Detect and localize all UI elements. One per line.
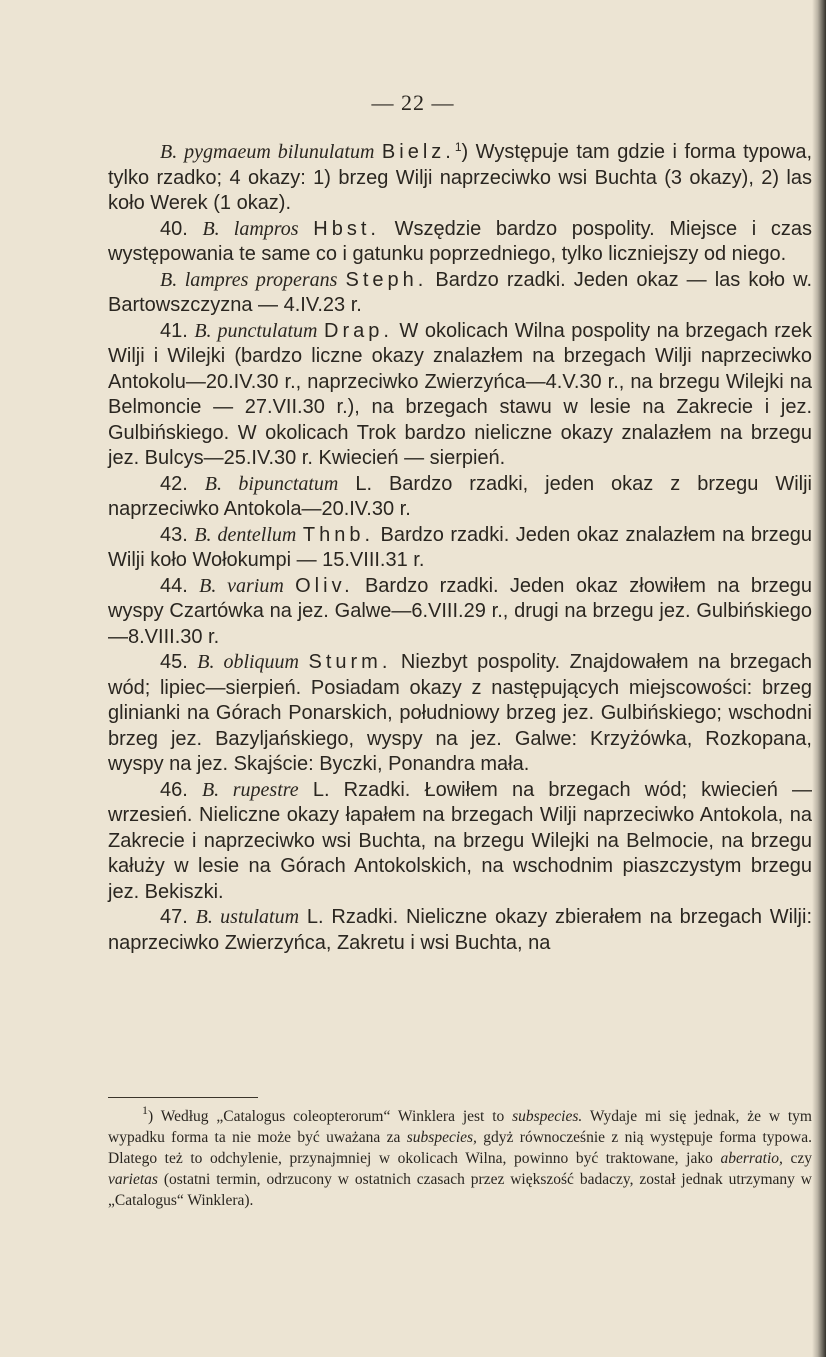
footnote-rule (108, 1097, 258, 1098)
text-run: 45. (160, 651, 198, 673)
author-name: Oliv. (295, 574, 354, 597)
paragraph (108, 523, 812, 574)
text-run (299, 651, 309, 673)
paragraph (108, 778, 812, 906)
text-run: 40. (160, 217, 203, 240)
text-run: (ostatni termin, odrzucony w ostatnich czasach przez większość badaczy, został jednak utrzymany w „Catalogus“ Winklera). (108, 1171, 812, 1209)
text-run: czy (782, 1150, 812, 1167)
text-run: Bardzo rzadki. Jeden okaz złowiłem na brzegu wyspy Czartówka na jez. Galwe—6.VIII.29 r., drugi na brzegu jez. Gulbińskiego—8.VIII.30 r. (108, 574, 812, 648)
species-name: aberratio, (720, 1150, 783, 1167)
page-number: — 22 — (371, 90, 455, 115)
scan-edge-shadow (812, 0, 826, 1357)
species-name: B. obliquum (197, 651, 299, 673)
text-run: Wszędzie bardzo pospolity. Miejsce i czas występowania te same co i gatunku poprzedniego, tylko liczniejszy od niego. (108, 217, 813, 265)
text-run: L. Rzadki. Nieliczne okazy zbierałem na brzegach Wilji: naprzeciwko Zwierzyńca, Zakretu i wsi Buchta, na (108, 906, 813, 954)
species-name: B. lampres properans (160, 268, 338, 291)
species-name: subspecies, (406, 1129, 477, 1146)
text-run: Bardzo rzadki. Jeden okaz — las koło w. Bartowszczyzna — 4.IV.23 r. (108, 268, 813, 316)
paragraph (108, 217, 812, 268)
text-run: ) Występuje tam gdzie i forma typowa, tylko rzadko; 4 okazy: 1) brzeg Wilji naprzeciwko wsi Buchta (3 okazy), 2) las koło Werek (1 okaz). (108, 141, 812, 214)
paragraph (108, 319, 812, 472)
text-run: Bardzo rzadki. Jeden okaz znalazłem na brzegu Wilji koło Wołokumpi — 15.VIII.31 r. (108, 523, 812, 571)
text-run (284, 575, 295, 597)
species-name: varietas (108, 1171, 158, 1188)
footnote-marker: 1 (142, 1103, 148, 1117)
body-text (108, 140, 812, 956)
footnote (108, 1103, 812, 1211)
text-run: L. Rzadki. Łowiłem na brzegach wód; kwiecień — wrzesień. Nieliczne okazy łapałem na brzegach Wilji naprzeciwko Antokola, na Zakrecie i naprzeciwko wsi Buchta, na brzegu Wilejki na Belmocie, na brzegu kałuży w lesie na Górach Antokolskich, na wschodnim piaszczystym brzegu jez. Bekiszki. (108, 778, 813, 903)
species-name: B. bipunctatum (204, 472, 339, 495)
species-name: B. ustulatum (195, 906, 300, 928)
paragraph (108, 650, 812, 778)
text-run: 47. (160, 906, 196, 928)
text-run: gdyż równocześnie z nią występuje forma typowa. Dlatego też to odchylenie, przynajmniej w okolicach Wilna, powinno być traktowane, jako (108, 1129, 812, 1167)
text-run: 46. (160, 778, 202, 801)
author-name: Hbst. (313, 217, 380, 240)
author-name: Thnb. (302, 523, 375, 546)
author-name: Drap. (324, 319, 393, 342)
author-name: Sturm. (308, 651, 392, 673)
text-run: ) Według „Catalogus coleopterorum“ Winklera jest to (148, 1108, 513, 1125)
text-run (299, 218, 314, 240)
paragraph (108, 268, 812, 319)
species-name: subspecies. (512, 1108, 583, 1125)
text-run: L. Bardzo rzadki, jeden okaz z brzegu Wilji naprzeciwko Antokola—20.IV.30 r. (108, 472, 812, 520)
paragraph (108, 905, 812, 956)
footnote-marker: 1 (454, 140, 462, 154)
text-run: 43. (160, 523, 195, 546)
species-name: B. varium (199, 574, 284, 597)
paragraph (108, 472, 812, 523)
text-run (337, 269, 345, 291)
text-run: 42. (160, 472, 205, 495)
paragraph (108, 574, 812, 651)
species-name: B. pygmaeum bilunulatum (160, 141, 375, 163)
text-run: Wydaje mi się jednak, że w tym wypadku forma ta nie może być uważana za (108, 1108, 812, 1146)
species-name: B. rupestre (201, 778, 299, 801)
text-run: 44. (160, 574, 200, 597)
text-run (374, 141, 382, 163)
species-name: B. lampros (202, 217, 299, 240)
author-name: Steph. (345, 268, 428, 291)
species-name: B. dentellum (194, 523, 297, 546)
author-name: Bielz. (381, 141, 455, 163)
text-run: 41. (160, 319, 195, 342)
text-run: W okolicach Wilna pospolity na brzegach rzek Wilji i Wilejki (bardzo liczne okazy znalazłem na brzegach Wilji naprzeciwko Antokolu—20.IV.30 r., naprzeciwko Zwierzyńca—4.V.30 r., na brzegu Wilejki na Belmoncie — 27.VII.30 r.), na brzegach stawu w lesie na Zakrecie i jez. Gulbińskiego. W okolicach Trok bardzo nieliczne okazy znalazłem na brzegu jez. Bulcys—25.IV.30 r. Kwiecień — sierpień. (108, 319, 813, 469)
species-name: B. punctulatum (194, 319, 318, 342)
footnote-text (108, 1103, 812, 1211)
text-run: Niezbyt pospolity. Znajdowałem na brzegach wód; lipiec—sierpień. Posiadam okazy z następujących miejscowości: brzeg glinianki na Górach Ponarskich, południowy brzeg jez. Gulbińskiego; wschodni brzeg jez. Bazyljańskiego, wyspy na jez. Galwe: Krzyżówka, Rozkopana, wyspy na jez. Skajście: Byczki, Ponandra mała. (108, 651, 813, 775)
paragraph (108, 140, 812, 217)
